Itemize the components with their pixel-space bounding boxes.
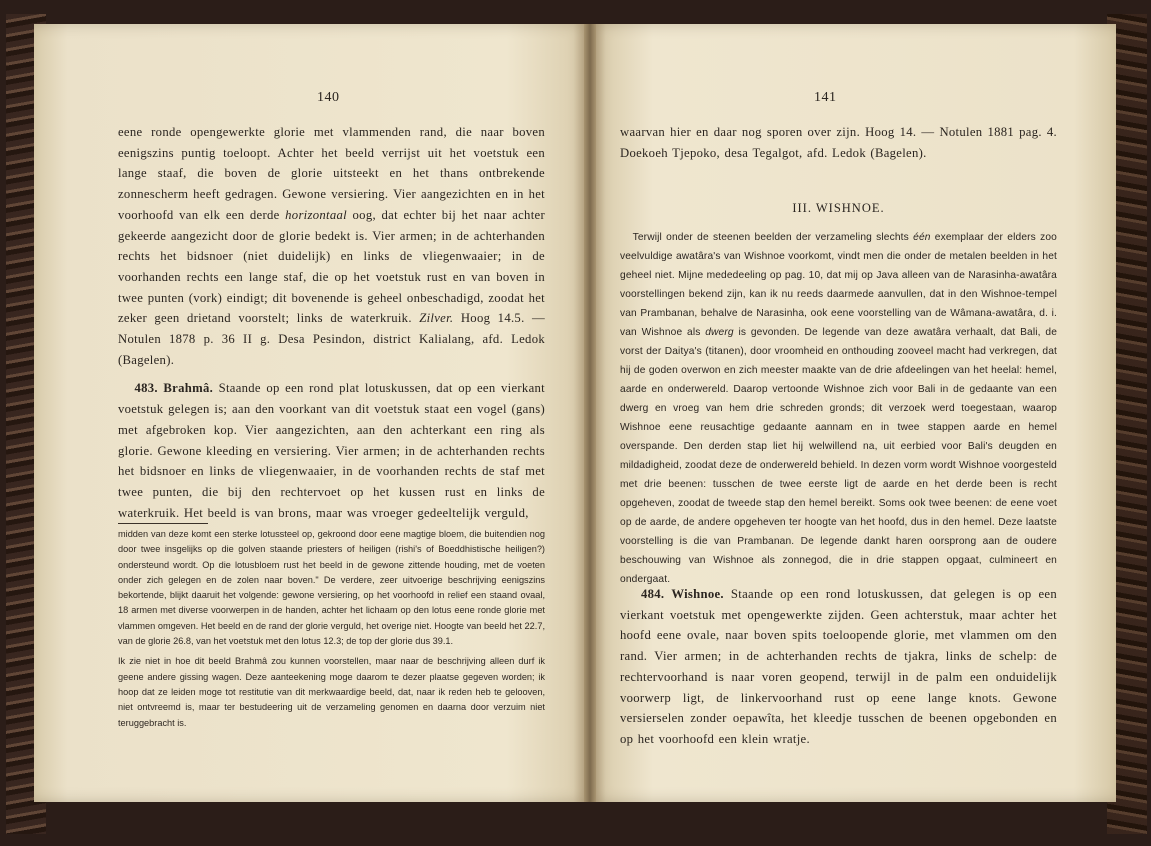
- continued-text-c: Hoog 14.5. — Notulen 1878 p. 36 II g. Desa Pesindon, district Kalialang, afd. Ledok (Bagelen).: [118, 311, 545, 367]
- italic-een: één: [913, 232, 931, 243]
- entry-483-number: 483.: [134, 381, 158, 396]
- wishnoe-intro-paragraph: [620, 228, 1057, 589]
- italic-zilver: Zilver.: [419, 311, 454, 326]
- entry-484-text: Staande op een rond lotuskussen, dat gelegen is op een vierkant voetstuk met opengewerkte zijden. Geen achterstuk, maar achter het hoofd eene ovale, naar boven spits toeloopende glorie, met vlammen om den rand. Vier armen; in de achterhanden rechts de tjakra, links de schelp: de rechtervoorhand is naar voren geopend, terwijl in de palm een onduidelijk voorwerp ligt, de linkervoorhand rust op eene lange knots. Gewone versierselen zonder oepawîta, het kleedje tusschen de beenen opgebonden en op het voorhoofd een klein wratje.: [620, 587, 1057, 746]
- entry-484-paragraph: [620, 584, 1057, 750]
- italic-dwerg: dwerg: [705, 327, 734, 338]
- intro-text-a: Terwijl onder de steenen beelden der verzameling slechts: [632, 232, 909, 243]
- entry-484: [620, 584, 1057, 750]
- continued-text-b: oog, dat echter bij het naar achter gekeerde aangezicht door de glorie bedekt is. Vier armen; in de achterhanden rechts het bidsnoer (niet duidelijk) en links de vliegenwaaier; in de voorhanden rechts een lange staf, die op het voetstuk rust en van boven in twee punten (vork) eindigt; dit bovenende is geheel onbeschadigd, zoodat het zeker geen drietand voorstelt; links de waterkruik.: [118, 207, 545, 326]
- right-page: [590, 24, 1116, 802]
- right-top-paragraph: waarvan hier en daar nog sporen over zijn. Hoog 14. — Notulen 1881 pag. 4. Doekoeh Tjepoko, desa Tegalgot, afd. Ledok (Bagelen).: [620, 125, 1057, 160]
- entry-484-title: Wishnoe.: [671, 587, 724, 601]
- left-page: [34, 24, 590, 802]
- entry-484-number: 484.: [640, 587, 665, 601]
- intro-text-c: is gevonden. De legende van deze awatâra verhaalt, dat Bali, de vorst der Daitya's (titanen), door vroomheid en onthouding zooveel macht had verkregen, dat hij de goden overwon en zich meester maakte van de drie afdeelingen van het heelal: hemel, aarde en onderwereld. Daarop vertoonde Wishnoe zich voor Bali in de gedaante van een dwerg en vroeg van hem drie schreden gronds; dit verzoek werd toegestaan, waarop Wishnoe eene reusachtige gedaante aannam en in twee stappen aarde en hemel overspande. Den derden stap liet hij welwillend na, uit eerbied voor Bali's deugden en mildadigheid, zoodat deze de onderwereld behield. In dezen vorm wordt Wishnoe voorgesteld met drie beenen: tusschen de twee eerste ligt de aarde en het derde been is recht opgeheven, zoodat de tweede stap den hemel bereikt. Soms ook twee beenen: de eene voet op de aarde, de andere opgeheven ter hoogte van het hoofd, dus in den hemel. Deze laatste voorstelling is die van Prambanan. De legende dankt haren oorsprong aan de oudere beschouwing van Wishnoe als zonnegod, die in drie stappen opgaat, culmineert en ondergaat.: [620, 327, 1058, 585]
- entry-483: [118, 378, 545, 523]
- footnote-paragraph-2: Ik zie niet in hoe dit beeld Brahmâ zou kunnen voorstellen, maar naar de beschrijving alleen durf ik geene andere gissing wagen. Deze aanteekening moge daarom te dezer plaatse gegeven worden; ik hoop dat ze leiden moge tot restitutie van dit merkwaardige beeld, dat, naar ik reden heb te gelooven, niet ontvreemd is, maar ter bestudeering uit de verzameling genomen en daarna door verzuim niet teruggebracht is.: [118, 656, 545, 728]
- book-gutter: [584, 24, 596, 802]
- italic-horizontaal: horizontaal: [285, 207, 347, 222]
- footnote-rule: [118, 523, 208, 524]
- entry-483-text: Staande op een rond plat lotuskussen, dat op een vierkant voetstuk gelegen is; aan den voorkant van dit voetstuk staat een vogel (gans) met afgebroken kop. Vier aangezichten, aan den achterkant een ring als glorie. Gewone kleeding en versiering. Vier armen; in de achterhanden rechts het bidsnoer en links de vliegenwaaier, in de voorhanden rechts de staf met twee punten, die bij den rechtervoet op het kussen rust en links de waterkruik. Het beeld is van brons, maar was vroeger gedeeltelijk verguld,: [118, 381, 545, 520]
- section-title: III. WISHNOE.: [792, 201, 885, 215]
- entry-483-title: Brahmâ.: [163, 381, 214, 396]
- page-number-right: 141: [814, 90, 837, 105]
- continued-text-a: eene ronde opengewerkte glorie met vlammenden rand, die naar boven eenigszins puntig toeloopt. Achter het beeld verrijst uit het voetstuk een lange staaf, die boven de glorie uitsteekt en het thans ontbrekende zonnescherm heeft gedragen. Gewone versiering. Vier aangezichten en in het voorhoofd van elk een derde: [118, 125, 545, 222]
- footnote-paragraph-1: midden van deze komt een sterke lotussteel op, gekroond door eene magtige bloem, die buitendien nog door twee insgelijks op die golven staande priesters of heiligen (rishi's of Boeddhistische heiligen?) ondersteund wordt. Op die lotusbloem rust het beeld in de gewone zittende houding, met de voeten onder zich gelegen en de zolen naar boven." De verdere, zeer uitvoerige beschrijving eenigszins bekortende, blijkt daaruit het volgende: gewone versiering, op het voorhoofd in relief een staand ovaal, 18 armen met diverse voorwerpen in de handen, achter het lichaam op den lotus eene ronde glorie met vlammen omgeven. Het beeld en de rand der glorie verguld, het overige niet. Hoogte van beeld het 22.7, van de glorie 26.8, van het voetstuk met den lotus 12.3; de top der glorie dus 39.1.: [118, 529, 545, 647]
- continued-paragraph: [118, 122, 545, 370]
- page-number-left: 140: [317, 90, 340, 105]
- wishnoe-intro: [620, 228, 1057, 589]
- left-body-text: [118, 122, 545, 523]
- intro-text-b: exemplaar der elders zoo veelvuldige awatâra's van Wishnoe voorkomt, vindt men die onder de metalen beelden in het geheel niet. Mijne mededeeling op pag. 10, dat mij op Java alleen van de Narasinha-awatâra voorstellingen bekend zijn, kan ik nu reeds daarmede aanvullen, dat in den Wishnoe-tempel van Prambanan, behalve de Narasinha, ook eene voorstelling van de Wâmana-awatâra, d. i. van Wishnoe als: [620, 232, 1057, 338]
- right-top-text: [620, 122, 1057, 163]
- footnote: [118, 527, 545, 731]
